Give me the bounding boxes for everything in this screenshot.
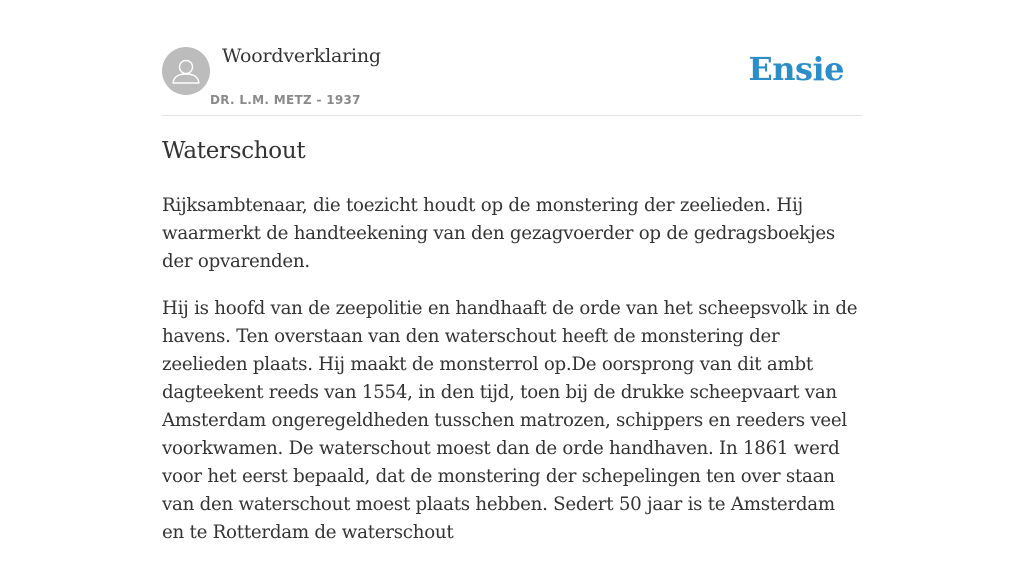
ensie-logo-link[interactable]: Ensie: [748, 50, 844, 88]
author-name[interactable]: DR. L.M. METZ: [210, 93, 312, 107]
entry-body: [162, 192, 862, 566]
source-header: [162, 0, 862, 116]
publication-year: 1937: [326, 93, 361, 107]
user-avatar-icon[interactable]: [162, 47, 210, 95]
author-separator: -: [311, 93, 327, 107]
article-card: [162, 0, 862, 543]
entry-paragraph: Hij is hoofd van de zeepolitie en handhaaft de orde van het scheepsvolk in de havens. Ten overstaan van den waterschout heeft de monstering der zeelieden plaats. Hij maakt de monsterrol op.De oorsprong van dit ambt dagteekent reeds van 1554, in den tijd, toen bij de drukke scheepvaart van Amsterdam ongeregeldheden tusschen matrozen, schippers en reeders veel voorkwamen. De waterschout moest dan de orde handhaven. In 1861 werd voor het eerst bepaald, dat de monstering der schepelingen ten over staan van den waterschout moest plaats hebben. Sedert 50 jaar is te Amsterdam en te Rotterdam de waterschout: [162, 298, 858, 543]
author-line: [210, 93, 361, 107]
source-title[interactable]: Woordverklaring: [222, 45, 381, 67]
entry-paragraph: Rijksambtenaar, die toezicht houdt op de monstering der zeelieden. Hij waarmerkt de handteekening van den gezagvoerder op de gedragsboekjes der opvarenden.: [162, 195, 835, 272]
entry-title: Waterschout: [162, 138, 306, 164]
